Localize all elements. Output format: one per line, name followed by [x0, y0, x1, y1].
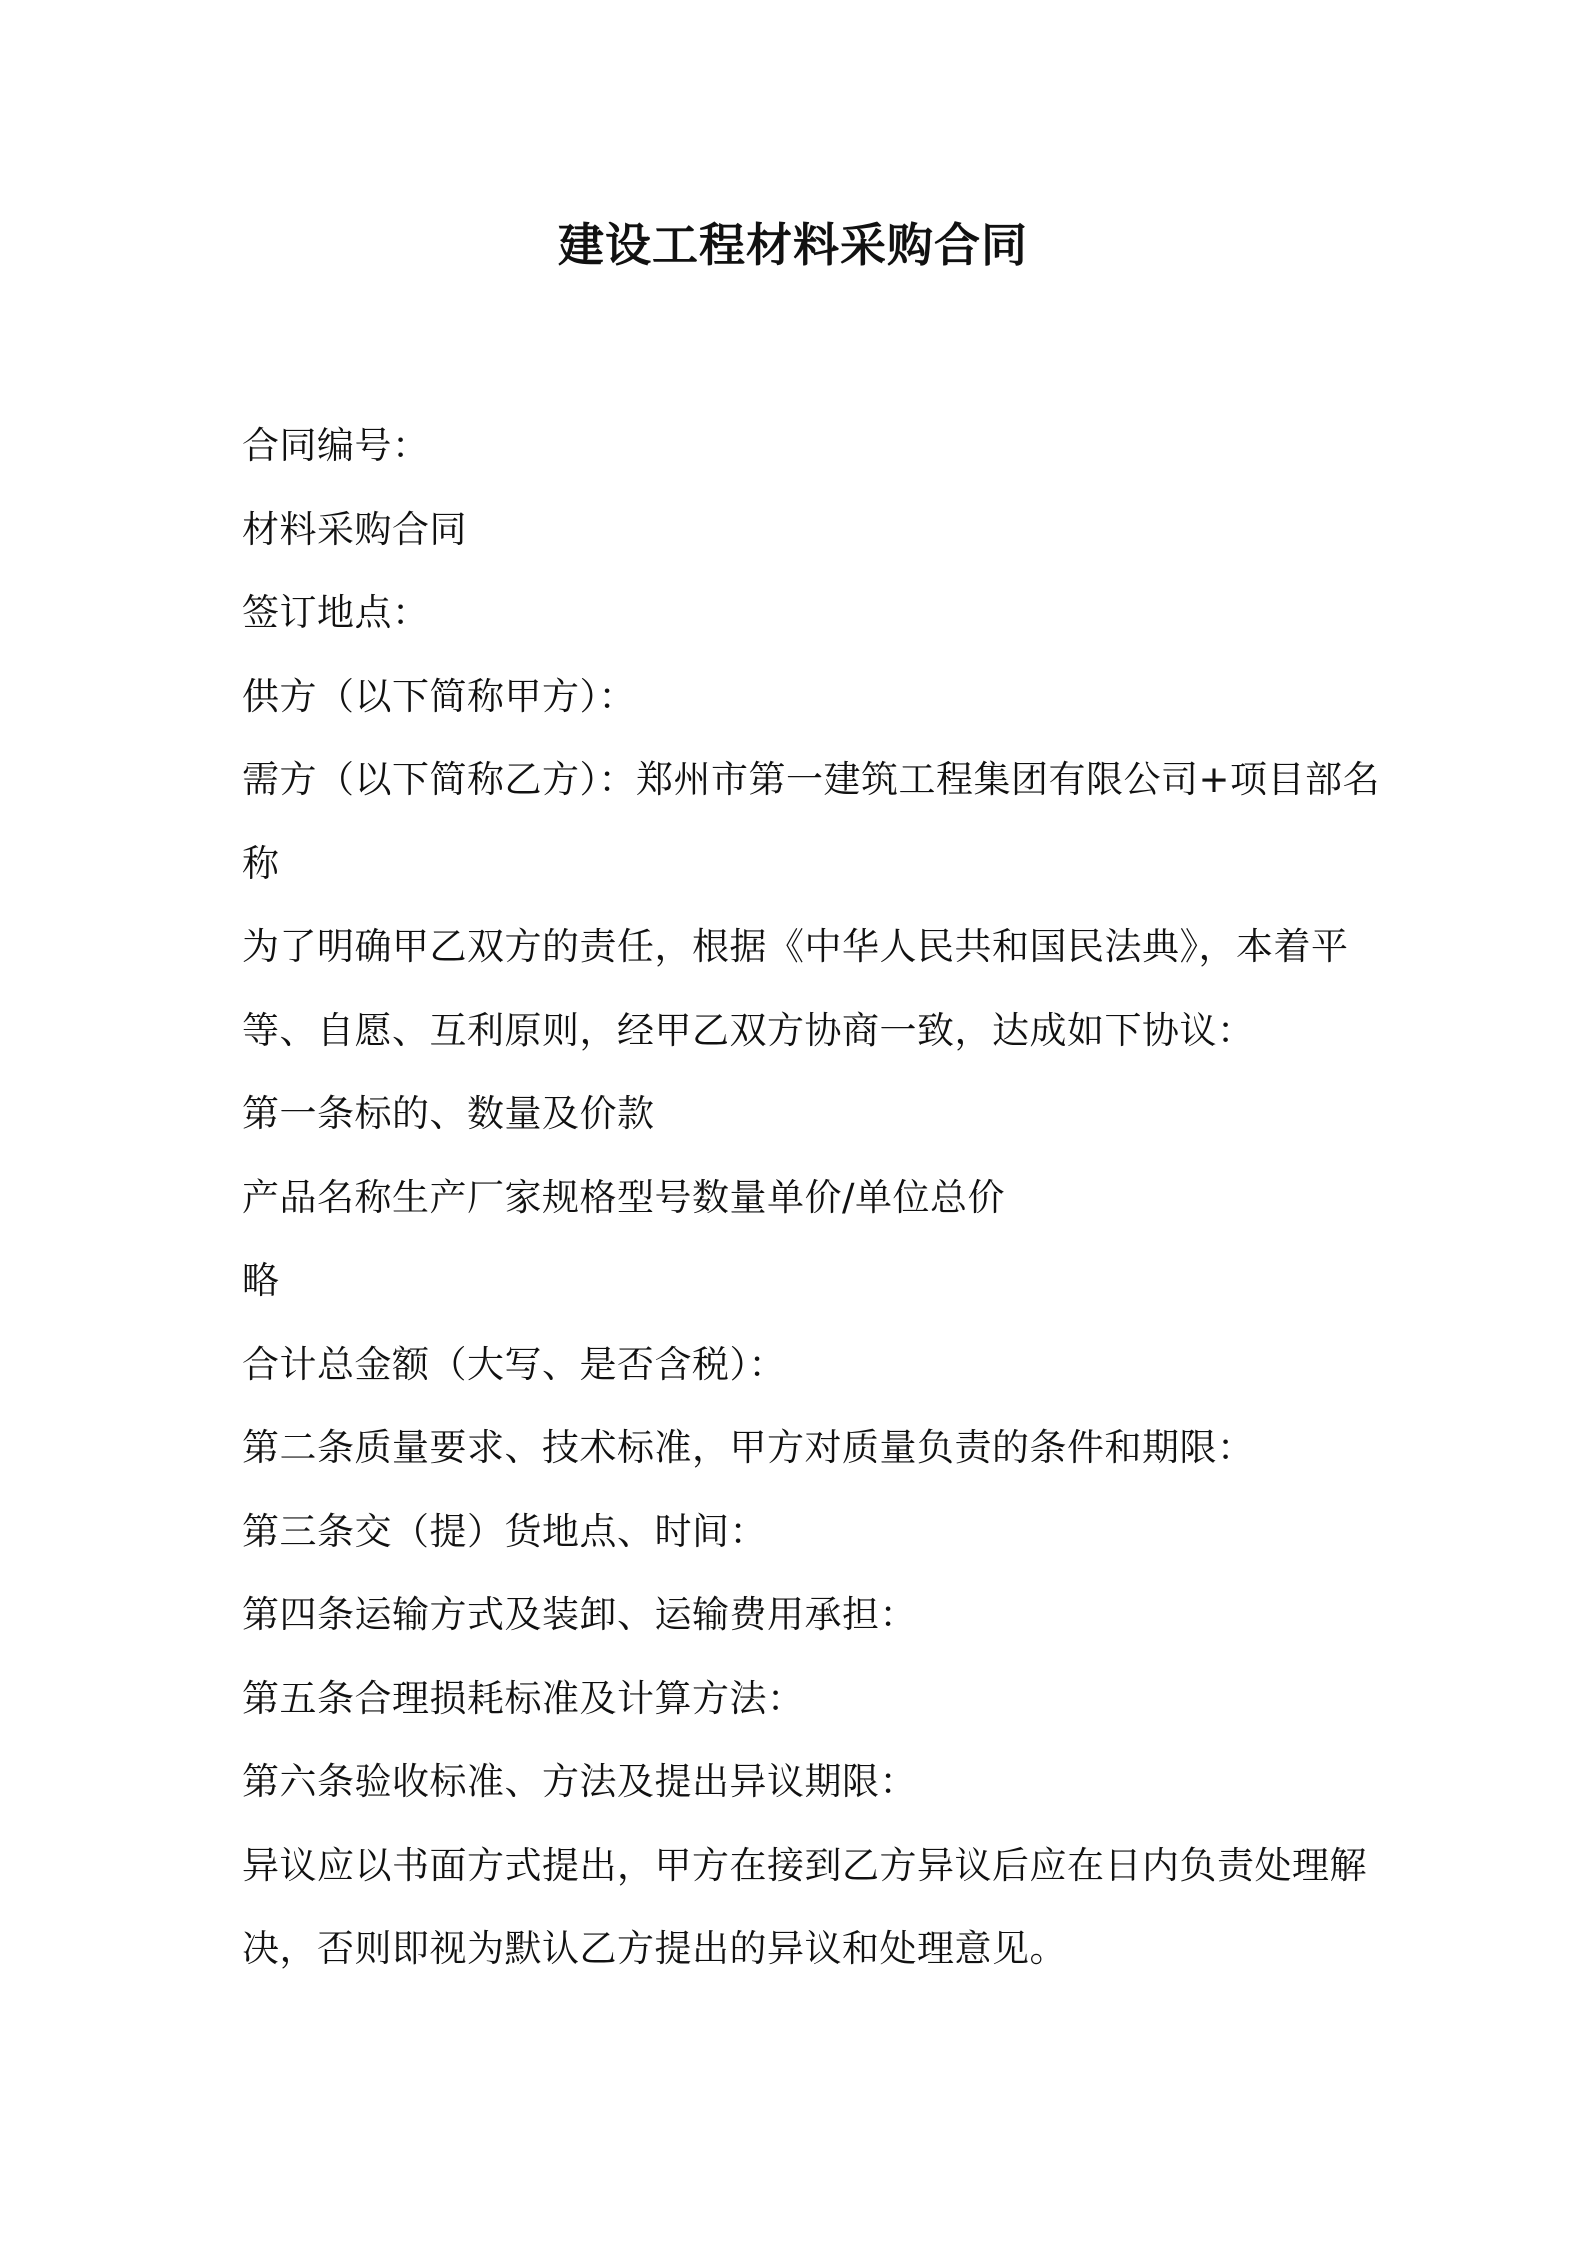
article-4-heading: 第四条运输方式及装卸、运输费用承担： [242, 1593, 917, 1636]
preamble-line-continued: 等、自愿、互利原则，经甲乙双方协商一致，达成如下协议： [242, 1008, 1255, 1052]
article-6-heading: 第六条验收标准、方法及提出异议期限： [242, 1760, 917, 1803]
objection-clause-line: 异议应以书面方式提出，甲方在接到乙方异议后应在日内负责处理解 [242, 1843, 1367, 1887]
product-table-omitted: 略 [242, 1259, 280, 1302]
supplier-line: 供方（以下简称甲方）： [242, 674, 636, 718]
signing-place-line: 签订地点： [242, 591, 430, 634]
article-5-heading: 第五条合理损耗标准及计算方法： [242, 1676, 805, 1720]
total-amount-line: 合计总金额（大写、是否含税）： [242, 1342, 786, 1386]
document-title: 建设工程材料采购合同 [558, 218, 1028, 272]
contract-number-line: 合同编号： [242, 424, 430, 467]
document-body [242, 404, 1381, 1991]
buyer-line: 需方（以下简称乙方）：郑州市第一建筑工程集团有限公司+项目部名 [242, 758, 1381, 801]
article-1-heading: 第一条标的、数量及价款 [242, 1092, 655, 1135]
contract-type-line: 材料采购合同 [242, 507, 467, 551]
article-3-heading: 第三条交（提）货地点、时间： [242, 1509, 767, 1553]
product-table-header: 产品名称生产厂家规格型号数量单价/单位总价 [242, 1175, 1005, 1219]
objection-clause-line-continued: 决，否则即视为默认乙方提出的异议和处理意见。 [242, 1927, 1067, 1970]
preamble-line: 为了明确甲乙双方的责任，根据《中华人民共和国民法典》，本着平 [242, 925, 1349, 968]
article-2-heading: 第二条质量要求、技术标准，甲方对质量负责的条件和期限： [242, 1426, 1255, 1469]
buyer-line-continued: 称 [242, 841, 280, 885]
